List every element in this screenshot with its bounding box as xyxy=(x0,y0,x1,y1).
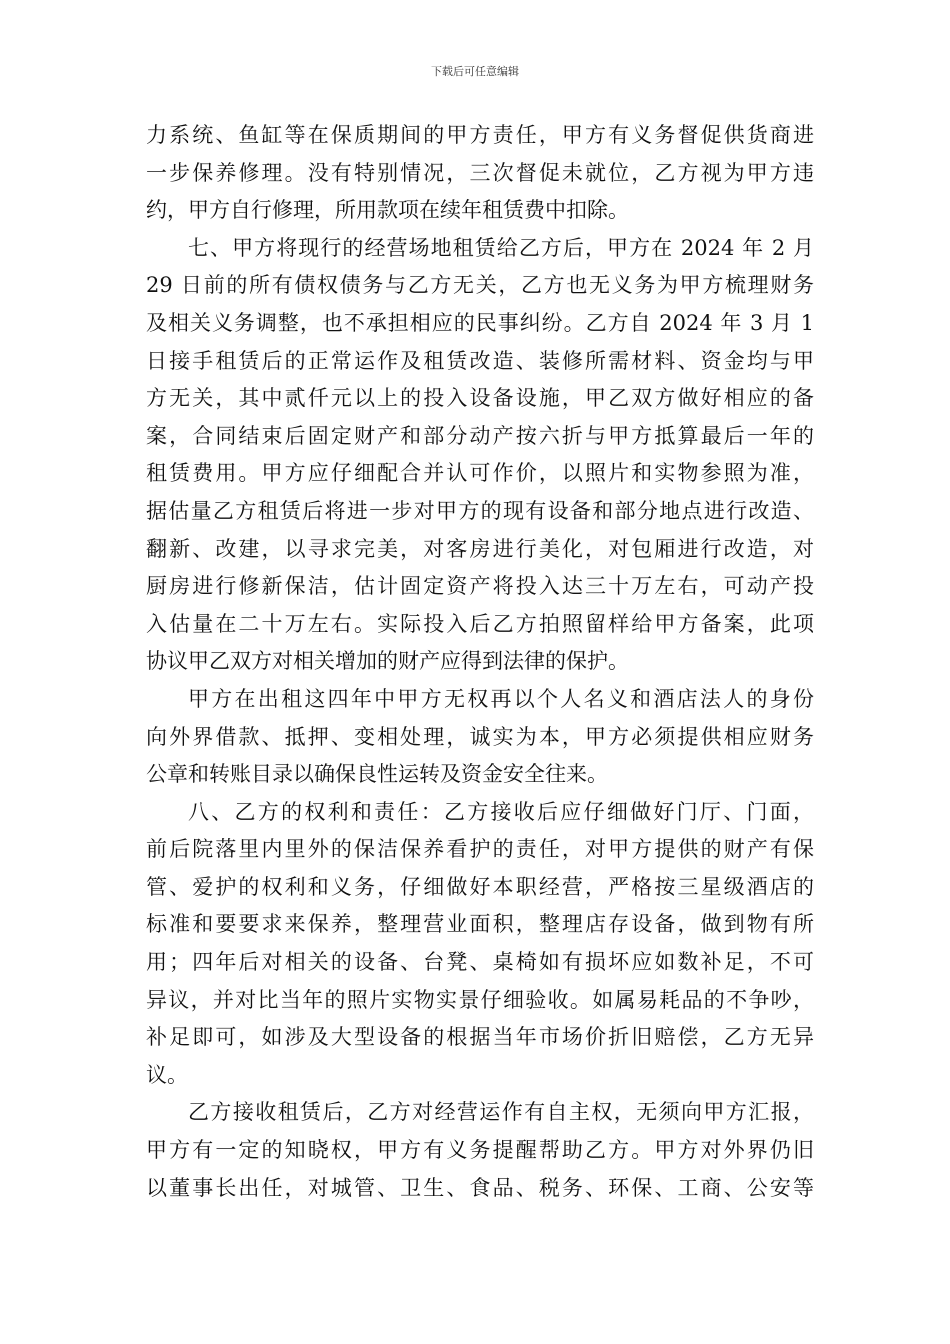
text-line: 租赁费用。甲方应仔细配合并认可作价，以照片和实物参照为准， xyxy=(146,461,814,486)
paragraph-clause-eight xyxy=(146,794,814,1095)
text-line: 标准和要要求来保养，整理营业面积，整理店存设备，做到物有所 xyxy=(146,912,814,937)
text-line: 用；四年后对相关的设备、台凳、桌椅如有损坏应如数补足，不可 xyxy=(146,950,814,975)
text-line: 议。 xyxy=(146,1062,188,1087)
text-line: 厨房进行修新保洁，估计固定资产将投入达三十万左右，可动产投 xyxy=(146,574,814,599)
text-line: 及相关义务调整，也不承担相应的民事纠纷。乙方自 2024 年 3 月 1 xyxy=(146,310,814,335)
text-line: 力系统、鱼缸等在保质期间的甲方责任，甲方有义务督促供货商进 xyxy=(146,123,814,147)
paragraph-lessee-autonomy xyxy=(146,1094,814,1207)
text-line: 一步保养修理。没有特别情况，三次督促未就位，乙方视为甲方违 xyxy=(146,160,814,185)
text-line: 公章和转账目录以确保良性运转及资金安全往来。 xyxy=(146,762,608,787)
text-line: 甲方有一定的知晓权，甲方有义务提醒帮助乙方。甲方对外界仍旧 xyxy=(146,1138,814,1163)
text-line: 翻新、改建，以寻求完美，对客房进行美化，对包厢进行改造，对 xyxy=(146,536,814,561)
text-line: 异议，并对比当年的照片实物实景仔细验收。如属易耗品的不争吵， xyxy=(146,987,814,1012)
text-line: 八、乙方的权利和责任：乙方接收后应仔细做好门厅、门面， xyxy=(188,799,814,824)
text-line: 据估量乙方租赁后将进一步对甲方的现有设备和部分地点进行改造、 xyxy=(146,498,814,523)
text-line: 前后院落里内里外的保洁保养看护的责任，对甲方提供的财产有保 xyxy=(146,837,814,862)
text-line: 方无关，其中贰仟元以上的投入设备设施，甲乙双方做好相应的备 xyxy=(146,386,814,411)
document-body xyxy=(146,117,814,1207)
paragraph-continued-clause xyxy=(146,117,814,230)
text-line: 补足即可，如涉及大型设备的根据当年市场价折旧赔偿，乙方无异 xyxy=(146,1025,814,1050)
text-line: 协议甲乙双方对相关增加的财产应得到法律的保护。 xyxy=(146,649,629,674)
text-line: 管、爱护的权利和义务，仔细做好本职经营，严格按三星级酒店的 xyxy=(146,874,814,899)
text-line: 向外界借款、抵押、变相处理，诚实为本，甲方必须提供相应财务 xyxy=(146,724,814,749)
text-line: 日接手租赁后的正常运作及租赁改造、装修所需材料、资金均与甲 xyxy=(146,348,814,373)
text-line: 入估量在二十万左右。实际投入后乙方拍照留样给甲方备案，此项 xyxy=(146,611,814,636)
text-line: 29 日前的所有债权债务与乙方无关，乙方也无义务为甲方梳理财务 xyxy=(146,273,814,298)
text-line: 七、甲方将现行的经营场地租赁给乙方后，甲方在 2024 年 2 月 xyxy=(188,235,814,260)
text-line: 约，甲方自行修理，所用款项在续年租赁费中扣除。 xyxy=(146,198,629,223)
text-line: 甲方在出租这四年中甲方无权再以个人名义和酒店法人的身份 xyxy=(188,686,814,711)
page-header-note: 下载后可任意编辑 xyxy=(431,65,519,78)
text-line: 案，合同结束后固定财产和部分动产按六折与甲方抵算最后一年的 xyxy=(146,423,814,448)
paragraph-lessor-restrictions xyxy=(146,681,814,794)
text-line: 乙方接收租赁后，乙方对经营运作有自主权，无须向甲方汇报， xyxy=(188,1100,814,1125)
text-line: 以董事长出任，对城管、卫生、食品、税务、环保、工商、公安等 xyxy=(146,1175,814,1200)
paragraph-clause-seven xyxy=(146,230,814,681)
